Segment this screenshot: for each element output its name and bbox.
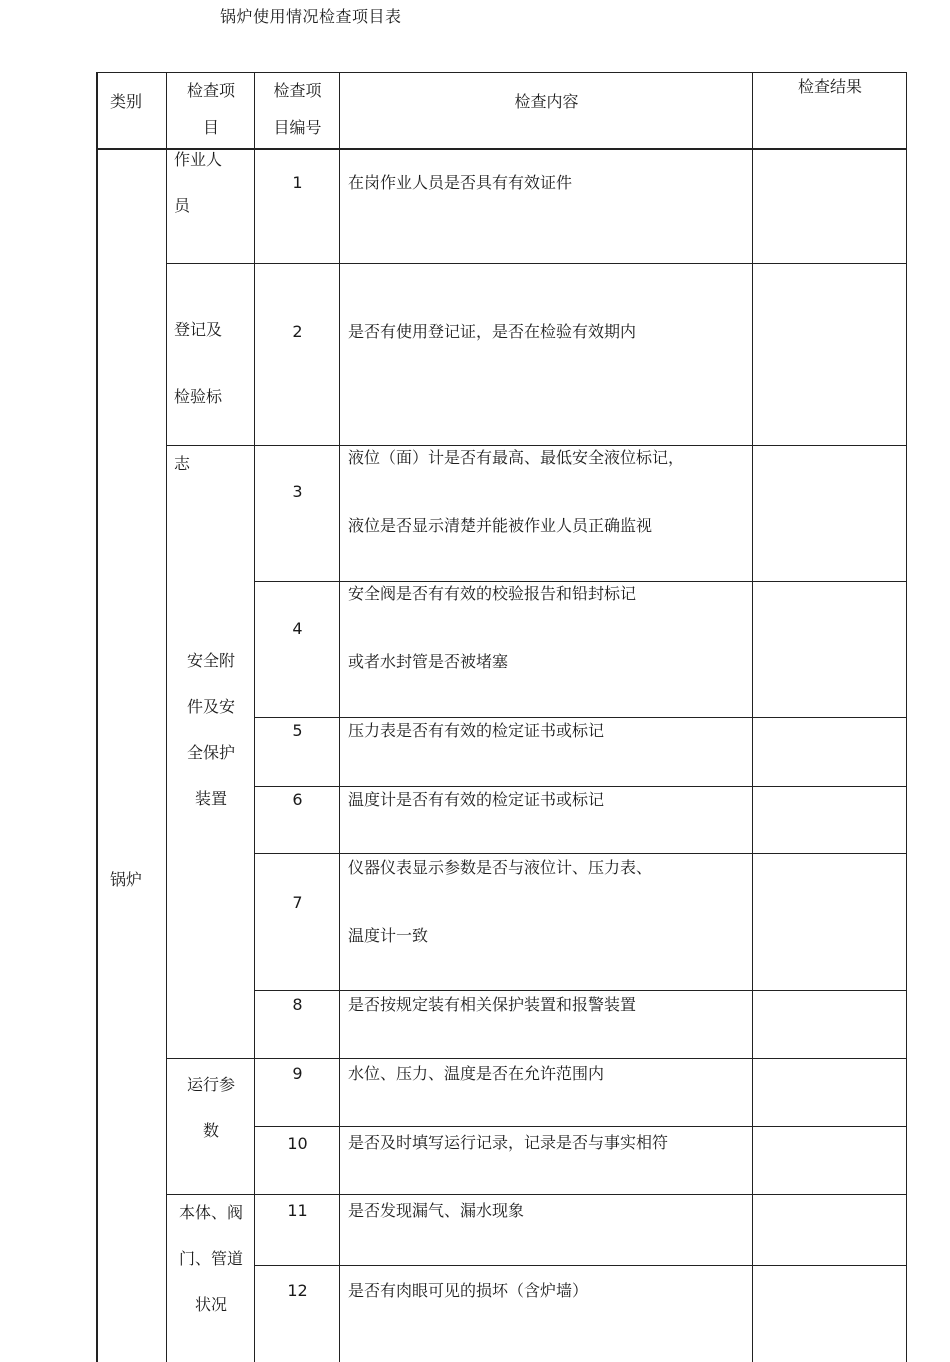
table-border-left	[96, 72, 98, 1362]
row-content-11: 是否发现漏气、漏水现象	[348, 1201, 525, 1220]
row-content-9: 水位、压力、温度是否在允许范围内	[348, 1064, 605, 1083]
header-category: 类别	[110, 92, 143, 111]
row-content-2: 是否有使用登记证，是否在检验有效期内	[348, 322, 637, 341]
group-label-registration	[174, 262, 252, 531]
header-result: 检查结果	[797, 77, 862, 96]
row-content-1: 在岗作业人员是否具有有效证件	[348, 173, 573, 192]
row-number-2: 2	[292, 322, 303, 341]
col-divider-1	[166, 72, 167, 1362]
inspection-table	[96, 72, 907, 1362]
row-number-1: 1	[292, 173, 303, 192]
row-content-6: 温度计是否有有效的检定证书或标记	[348, 790, 605, 809]
row-number-4: 4	[292, 619, 303, 638]
row-number-10: 10	[287, 1134, 308, 1153]
row-content-10: 是否及时填写运行记录，记录是否与事实相符	[348, 1133, 669, 1152]
row-content-12: 是否有肉眼可见的损坏（含炉墙）	[348, 1281, 589, 1300]
row-divider-1	[166, 263, 907, 264]
row-number-12: 12	[287, 1281, 308, 1300]
row-content-4: 安全阀是否有有效的校验报告和铅封标记 或者水封管是否被堵塞	[348, 584, 637, 671]
header-item: 检查项 目	[186, 81, 235, 137]
row-content-8: 是否按规定装有相关保护装置和报警装置	[348, 995, 637, 1014]
group-label-operation: 运行参 数	[186, 1075, 235, 1140]
row-divider-4	[254, 717, 907, 718]
document-title: 锅炉使用情况检查项目表	[220, 7, 402, 26]
row-divider-9	[254, 1126, 907, 1127]
row-content-5: 压力表是否有有效的检定证书或标记	[348, 721, 605, 740]
header-number: 检查项 目编号	[273, 81, 322, 137]
row-number-6: 6	[292, 790, 303, 809]
group-label-personnel: 作业人 员	[174, 150, 223, 215]
row-number-8: 8	[292, 995, 303, 1014]
group-label-body: 本体、阀 门、管道 状况	[178, 1203, 243, 1314]
row-divider-7	[254, 990, 907, 991]
row-divider-10	[166, 1194, 907, 1195]
row-content-7: 仪器仪表显示参数是否与液位计、压力表、 温度计一致	[348, 858, 653, 945]
row-divider-11	[254, 1265, 907, 1266]
category-boiler: 锅炉	[110, 870, 143, 889]
row-number-9: 9	[292, 1064, 303, 1083]
row-number-11: 11	[287, 1201, 308, 1220]
row-divider-8	[166, 1058, 907, 1059]
header-content: 检查内容	[514, 92, 579, 111]
row-number-5: 5	[292, 721, 303, 740]
row-number-3: 3	[292, 482, 303, 501]
group-label-safety: 安全附 件及安 全保护 装置	[186, 651, 235, 808]
row-content-3: 液位（面）计是否有最高、最低安全液位标记， 液位是否显示清楚并能被作业人员正确监视	[348, 448, 685, 535]
row-number-7: 7	[292, 893, 303, 912]
group-label-registration-text: 登记及 检验标 志	[174, 320, 223, 473]
row-divider-5	[254, 786, 907, 787]
